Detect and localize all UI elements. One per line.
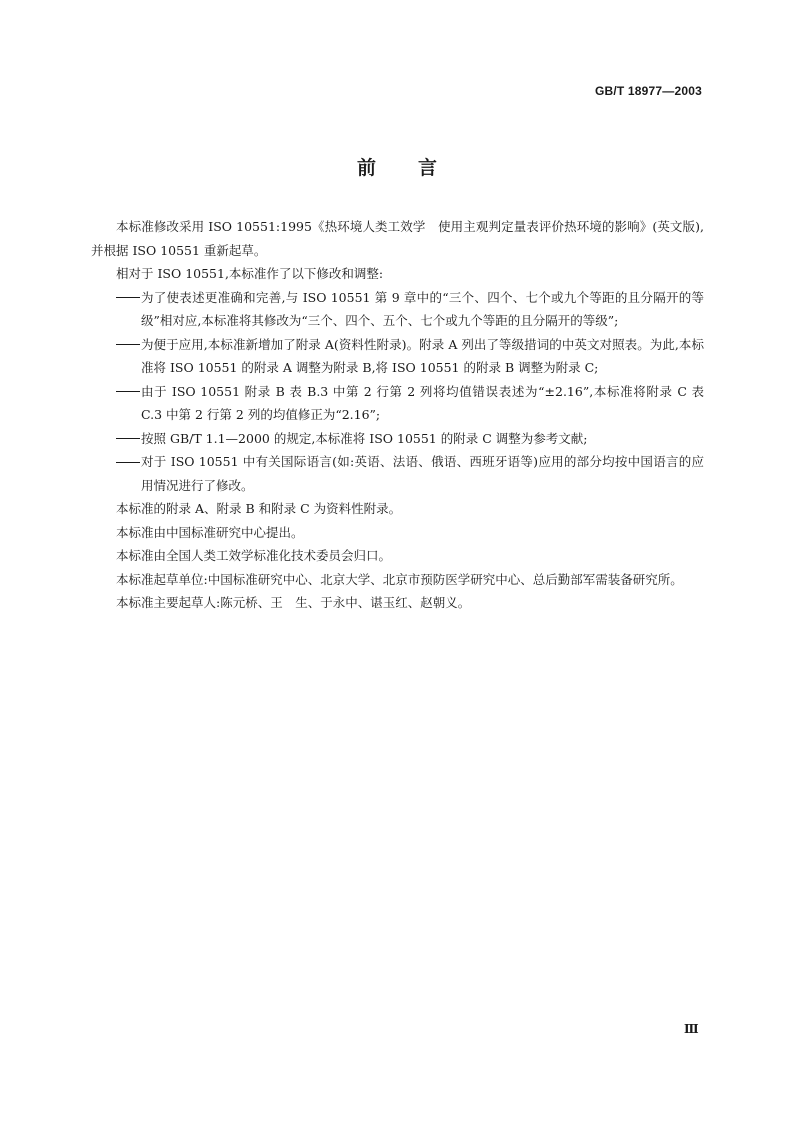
standard-code: GB/T 18977—2003	[594, 84, 702, 98]
dash-bullet	[116, 391, 140, 392]
drafting-units-paragraph: 本标准起草单位:中国标准研究中心、北京大学、北京市预防医学研究中心、总后勤部军需装备研究所。	[116, 571, 683, 587]
list-item	[91, 427, 704, 451]
list-item	[91, 333, 704, 380]
managed-by-paragraph: 本标准由全国人类工效学标准化技术委员会归口。	[116, 548, 392, 563]
changes-list	[91, 286, 704, 498]
title-char-2: 言	[418, 157, 438, 179]
list-item	[91, 380, 704, 427]
dash-bullet	[116, 462, 140, 463]
page-number: Ⅲ	[684, 1022, 699, 1036]
intro-paragraph: 本标准修改采用 ISO 10551:1995《热环境人类工效学 使用主观判定量表评价热环境的影响》(英文版),并根据 ISO 10551 重新起草。	[91, 219, 704, 258]
proposed-by-paragraph: 本标准由中国标准研究中心提出。	[116, 524, 304, 540]
list-item-text: 按照 GB/T 1.1—2000 的规定,本标准将 ISO 10551 的附录 C 调整为参考文献;	[141, 430, 588, 446]
list-item	[91, 450, 704, 497]
drafters-paragraph: 本标准主要起草人:陈元桥、王 生、于永中、谌玉红、赵朝义。	[116, 595, 471, 610]
list-item-text: 对于 ISO 10551 中有关国际语言(如:英语、法语、俄语、西班牙语等)应用的部分均按中国语言的应用情况进行了修改。	[141, 454, 704, 493]
changes-intro-paragraph: 相对于 ISO 10551,本标准作了以下修改和调整:	[116, 266, 384, 281]
list-item-text: 为了使表述更准确和完善,与 ISO 10551 第 9 章中的“三个、四个、七个或九个等距的且分隔开的等级”相对应,本标准将其修改为“三个、四个、五个、七个或九个等距的且分隔开的等级”;	[141, 289, 704, 328]
list-item-text: 由于 ISO 10551 附录 B 表 B.3 中第 2 行第 2 列将均值错误表述为“±2.16”,本标准将附录 C 表 C.3 中第 2 行第 2 列的均值修正为“2.16”;	[141, 383, 704, 422]
page-title	[0, 153, 794, 180]
foreword-body	[91, 215, 704, 615]
list-item-text: 为便于应用,本标准新增加了附录 A(资料性附录)。附录 A 列出了等级措词的中英文对照表。为此,本标准将 ISO 10551 的附录 A 调整为附录 B,将 ISO 10551 的附录 B 调整为附录 C;	[141, 336, 704, 375]
title-char-1: 前	[356, 157, 376, 179]
annexes-paragraph: 本标准的附录 A、附录 B 和附录 C 为资料性附录。	[116, 501, 402, 516]
list-item	[91, 286, 704, 333]
dash-bullet	[116, 438, 140, 439]
dash-bullet	[116, 344, 140, 345]
dash-bullet	[116, 297, 140, 298]
